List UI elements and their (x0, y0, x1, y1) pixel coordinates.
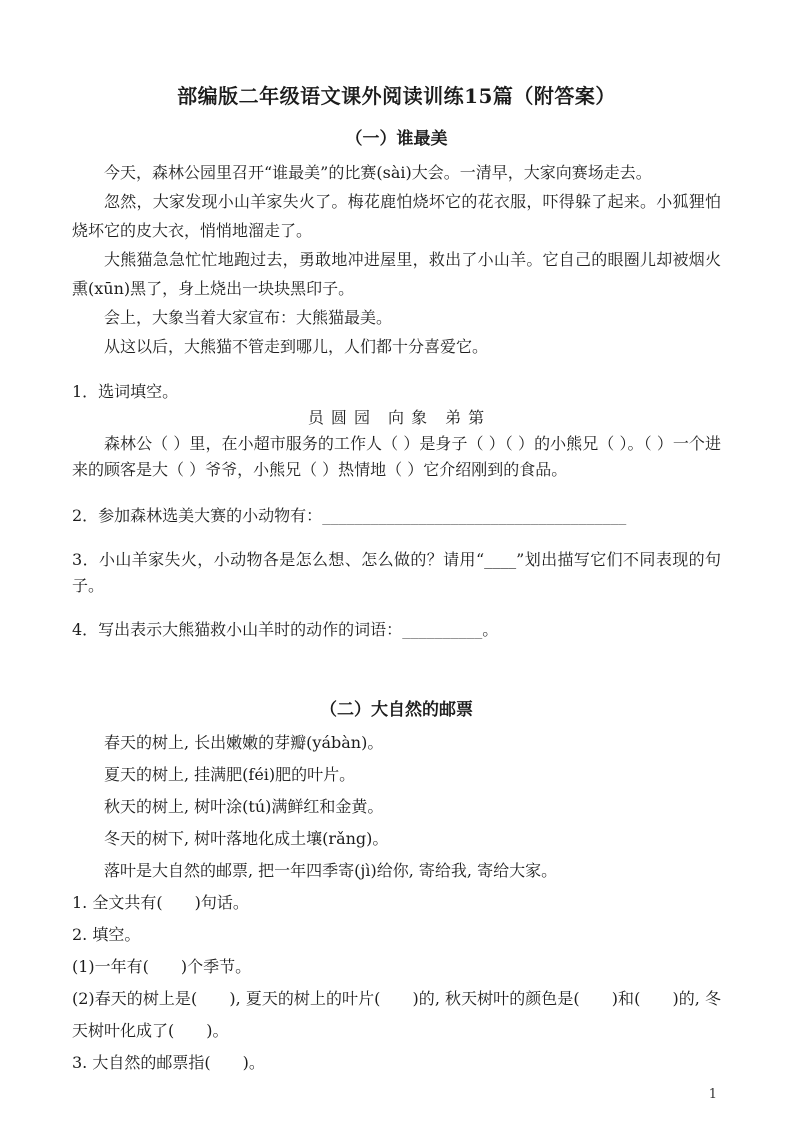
section-1-questions (72, 379, 721, 643)
poem-line: 秋天的树上, 树叶涂(tú)满鲜红和金黄。 (104, 797, 384, 816)
answer-blank: __________ (402, 620, 483, 639)
section-2 (72, 699, 721, 1079)
section-2-heading: （二）大自然的邮票 (320, 700, 473, 720)
poem-line: 冬天的树下, 树叶落地化成土壤(rǎng)。 (104, 829, 389, 848)
question-4 (72, 617, 721, 643)
passage-paragraph: 从这以后，大熊猫不管走到哪儿，人们都十分喜爱它。 (104, 337, 489, 356)
fill-exercise-text: 森林公（ ）里，在小超市服务的工作人（ ）是身子（ ）（ ）的小熊兄（ ）。（ ）一个进来的顾客是大（ ）爷爷，小熊兄（ ）热情地（ ）它介绍刚到的食品。 (72, 434, 721, 479)
question-1: 1．选词填空。 (72, 382, 179, 401)
question-item: 3. 大自然的邮票指( )。 (72, 1053, 265, 1072)
poem-line: 夏天的树上, 挂满肥(féi)肥的叶片。 (104, 765, 356, 784)
poem-line: 落叶是大自然的邮票, 把一年四季寄(jì)给你, 寄给我, 寄给大家。 (104, 861, 558, 880)
word-bank: 员 圆 园 向 象 弟 第 (307, 408, 486, 427)
question-2 (72, 503, 721, 529)
question-2-label: 2．参加森林选美大赛的小动物有： (72, 506, 323, 525)
document-title: 部编版二年级语文课外阅读训练15篇（附答案） (177, 84, 616, 108)
poem-line: 春天的树上, 长出嫩嫩的芽瓣(yábàn)。 (104, 733, 384, 752)
question-4-label: 4．写出表示大熊猫救小山羊时的动作的词语： (72, 620, 403, 639)
passage-paragraph: 忽然，大家发现小山羊家失火了。梅花鹿怕烧坏它的花衣服，吓得躲了起来。小狐狸怕烧坏它的皮大衣，悄悄地溜走了。 (72, 192, 721, 240)
passage-paragraph: 今天，森林公园里召开“谁最美”的比赛(sài)大会。一清早，大家向赛场走去。 (104, 163, 652, 182)
question-3: 3．小山羊家失火，小动物各是怎么想、怎么做的？请用“____”划出描写它们不同表现的句子。 (72, 550, 721, 595)
passage-paragraph: 会上，大象当着大家宣布：大熊猫最美。 (104, 308, 393, 327)
section-1-heading: （一）谁最美 (345, 129, 448, 149)
question-item: (1)一年有( )个季节。 (72, 957, 252, 976)
passage-paragraph: 大熊猫急急忙忙地跑过去，勇敢地冲进屋里，救出了小山羊。它自己的眼圈儿却被烟火熏(xūn)黑了，身上烧出一块块黑印子。 (72, 250, 721, 298)
question-4-suffix: 。 (482, 620, 499, 639)
question-item: 1. 全文共有( )句话。 (72, 893, 249, 912)
question-item: (2)春天的树上是( ), 夏天的树上的叶片( )的, 秋天树叶的颜色是( )和( )的, 冬天树叶化成了( )。 (72, 989, 721, 1040)
section-1 (72, 128, 721, 643)
page-number: 1 (708, 1087, 717, 1102)
question-item: 2. 填空。 (72, 925, 141, 944)
answer-blank: ______________________________________ (322, 506, 627, 525)
